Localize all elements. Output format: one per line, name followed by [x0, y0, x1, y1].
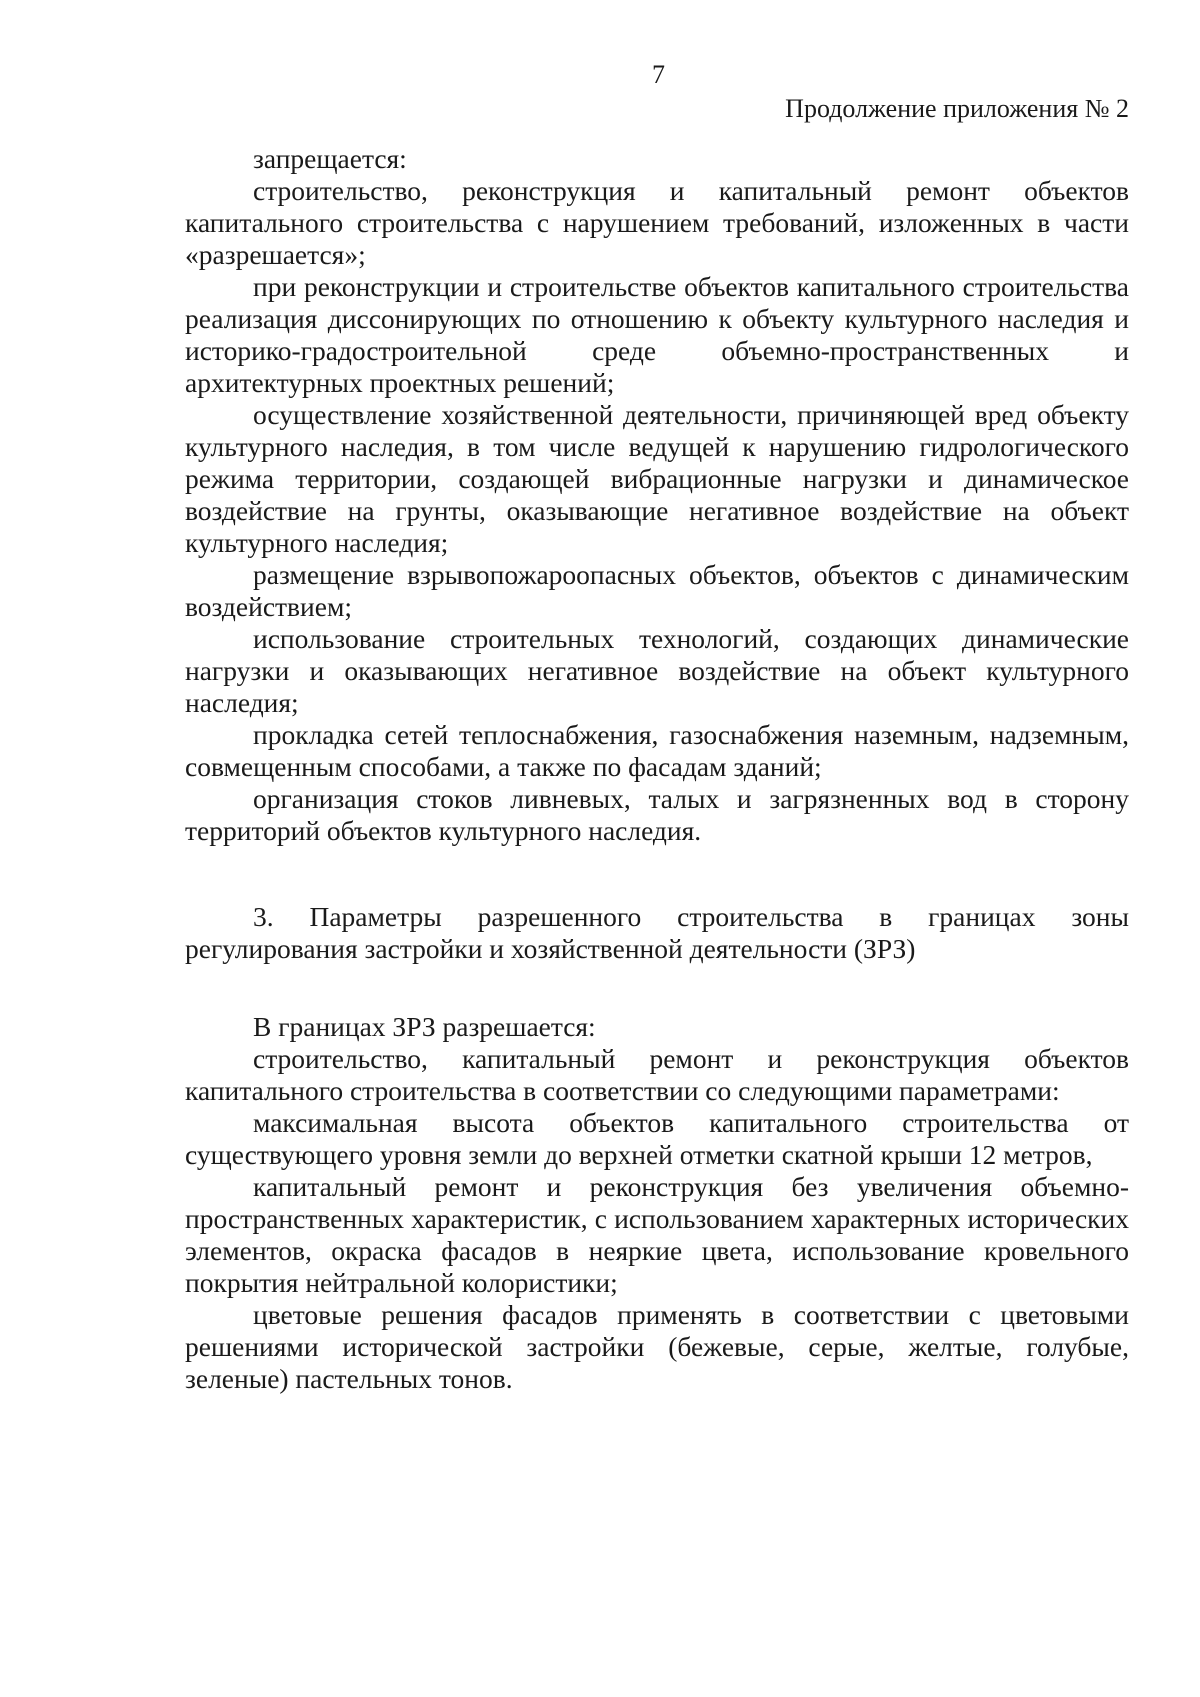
prohibited-item: организация стоков ливневых, талых и загрязненных вод в сторону территорий объектов культурного наследия.: [185, 783, 1129, 846]
document-body: [185, 143, 1129, 1395]
section-spacer: [185, 847, 1129, 901]
page-number: 7: [652, 60, 665, 89]
prohibited-item: размещение взрывопожароопасных объектов, объектов с динамическим воздействием;: [185, 559, 1129, 622]
prohibited-item: осуществление хозяйственной деятельности, причиняющей вред объекту культурного наследия, в том числе ведущей к нарушению гидрологического режима территории, создающей вибрационные нагрузки и динамическое воздействие на грунты, оказывающие негативное воздействие на объект культурного наследия;: [185, 399, 1129, 558]
section-spacer: [185, 965, 1129, 1011]
running-header: Продолжение приложения № 2: [785, 94, 1129, 123]
permitted-item: цветовые решения фасадов применять в соответствии с цветовыми решениями исторической застройки (бежевые, серые, желтые, голубые, зеленые) пастельных тонов.: [185, 1299, 1129, 1394]
prohibited-item: прокладка сетей теплоснабжения, газоснабжения наземным, надземным, совмещенным способами, а также по фасадам зданий;: [185, 719, 1129, 782]
permitted-lead: В границах ЗРЗ разрешается:: [253, 1011, 596, 1042]
permitted-item: строительство, капитальный ремонт и реконструкция объектов капитального строительства в соответствии со следующими параметрами:: [185, 1043, 1129, 1106]
permitted-item: максимальная высота объектов капитального строительства от существующего уровня земли до верхней отметки скатной крыши 12 метров,: [185, 1107, 1129, 1170]
prohibited-item: при реконструкции и строительстве объектов капитального строительства реализация диссонирующих по отношению к объекту культурного наследия и историко-градостроительной среде объемно-пространственных и архитектурных проектных решений;: [185, 271, 1129, 398]
prohibited-item: использование строительных технологий, создающих динамические нагрузки и оказывающих негативное воздействие на объект культурного наследия;: [185, 623, 1129, 718]
section-3-heading: 3. Параметры разрешенного строительства в границах зоны регулирования застройки и хозяйственной деятельности (ЗРЗ): [185, 901, 1129, 964]
prohibited-item: строительство, реконструкция и капитальный ремонт объектов капитального строительства с нарушением требований, изложенных в части «разрешается»;: [185, 175, 1129, 270]
permitted-item: капитальный ремонт и реконструкция без увеличения объемно-пространственных характеристик, с использованием характерных исторических элементов, окраска фасадов в неяркие цвета, использование кровельного покрытия нейтральной колористики;: [185, 1171, 1129, 1298]
prohibited-lead: запрещается:: [253, 143, 407, 174]
